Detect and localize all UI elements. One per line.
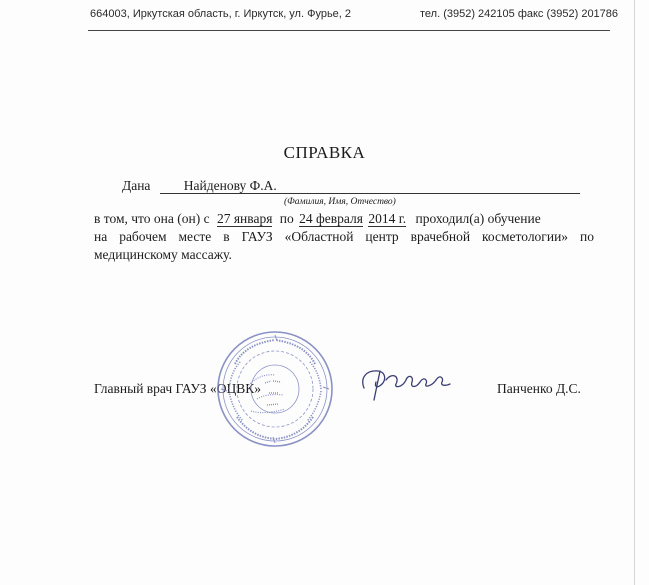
body-line-1-mid: по: [279, 211, 294, 226]
body-line-3: медицинскому массажу.: [94, 247, 232, 262]
signer-position: Главный врач ГАУЗ «ОЦВК»: [94, 381, 261, 396]
letterhead-address: 664003, Иркутская область, г. Иркутск, ул. Фурье, 2: [90, 8, 352, 20]
signer-name: Панченко Д.С.: [497, 381, 581, 396]
name-caption: (Фамилия, Имя, Отчество): [284, 197, 396, 207]
letterhead-divider: [88, 30, 610, 31]
document-title: СПРАВКА: [283, 143, 366, 162]
round-stamp: [215, 329, 335, 449]
date-from: 27 января: [216, 211, 273, 226]
person-name: Найденову Ф.А.: [160, 179, 580, 194]
handwritten-signature: [356, 358, 452, 402]
letterhead-phones: тел. (3952) 242105 факс (3952) 201786: [420, 8, 619, 20]
given-label: Дана: [122, 178, 151, 193]
year: 2014 г.: [368, 211, 407, 226]
body-line-2: на рабочем месте в ГАУЗ «Областной центр врачебной косметологии» по: [94, 229, 594, 244]
page-edge: [634, 0, 635, 585]
given-to-line: [122, 178, 580, 194]
body-line-1-start: в том, что она (он) с: [94, 211, 210, 226]
body-line-1-end: проходил(а) обучение: [415, 211, 541, 226]
date-to: 24 февраля: [299, 211, 363, 226]
body-line-1: [94, 211, 541, 227]
